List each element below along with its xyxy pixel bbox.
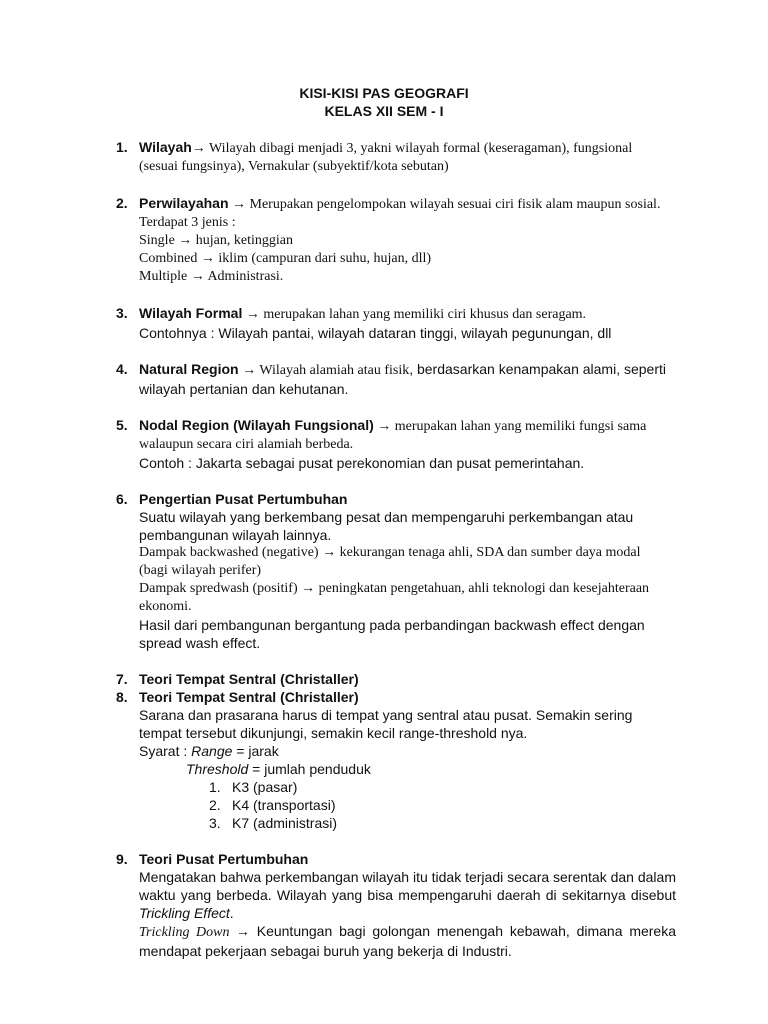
- list-item: 2. Perwilayahan → Merupakan pengelompokan wilayah sesuai ciri fisik alam maupun sosial. Terdapat 3 jenis : Single → hujan, ketinggian Combined → iklim (campuran dari suhu, hujan, dll) Multiple → Administrasi.: [116, 195, 661, 284]
- term: Teori Pusat Pertumbuhan: [139, 851, 309, 867]
- list-item: 3. Wilayah Formal → merupakan lahan yang memiliki ciri khusus dan seragam. Contohnya : Wilayah pantai, wilayah dataran tinggi, wilayah pegunungan, dll: [116, 305, 612, 341]
- list-item: 8. Teori Tempat Sentral (Christaller) Sarana dan prasarana harus di tempat yang sentral atau pusat. Semakin sering tempat tersebut dikunjungi, semakin kecil range-threshold nya. Syarat : Range = jarak Threshold = jumlah penduduk 1. K3 (pasar) 2. K4 (transportasi) 3. K7 (administrasi): [116, 688, 676, 832]
- list-item: 1. Wilayah→ Wilayah dibagi menjadi 3, yakni wilayah formal (keseragaman), fungsional (sesuai fungsinya), Vernakular (subyektif/kota sebutan): [116, 139, 633, 174]
- document-title: KISI-KISI PAS GEOGRAFI KELAS XII SEM - I: [299, 85, 469, 119]
- list-item: 5. Nodal Region (Wilayah Fungsional) → merupakan lahan yang memiliki fungsi sama walaupun secara ciri alamiah berbeda. Contoh : Jakarta sebagai pusat perekonomian dan pusat pemerintahan.: [116, 417, 647, 471]
- sub-list: [139, 778, 676, 832]
- sub-list-item: 1. K3 (pasar): [209, 779, 298, 795]
- term: Teori Tempat Sentral (Christaller): [139, 689, 359, 705]
- term: Wilayah: [139, 139, 192, 155]
- list-item: 9. Teori Pusat Pertumbuhan Mengatakan bahwa perkembangan wilayah itu tidak terjadi secara serentak dan dalam waktu yang berbeda. Wilayah yang bisa mempengaruhi daerah di sekitarnya disebut Trickling Effect. Trickling Down → Keuntungan bagi golongan menengah kebawah, dimana mereka mendapat pekerjaan sebagai buruh yang bekerja di Industri.: [116, 851, 677, 959]
- sub-list-item: 3. K7 (administrasi): [209, 815, 338, 831]
- list-item: 7. Teori Tempat Sentral (Christaller): [116, 670, 676, 688]
- list-item: 4. Natural Region → Wilayah alamiah atau fisik, berdasarkan kenampakan alami, seperti wilayah pertanian dan kehutanan.: [116, 361, 667, 397]
- term: Natural Region: [139, 361, 239, 377]
- term: Teori Tempat Sentral (Christaller): [139, 671, 359, 687]
- list-item: 6. Pengertian Pusat Pertumbuhan Suatu wilayah yang berkembang pesat dan mempengaruhi perkembangan atau pembangunan wilayah lainnya. Dampak backwashed (negative) → kekurangan tenaga ahli, SDA dan sumber daya modal (bagi wilayah perifer) Dampak spredwash (positif) → peningkatan pengetahuan, ahli teknologi dan kesejahteraan ekonomi. Hasil dari pembangunan bergantung pada perbandingan backwash effect dengan spread wash effect.: [116, 490, 676, 652]
- term: Nodal Region (Wilayah Fungsional): [139, 417, 374, 433]
- term: Perwilayahan: [139, 195, 229, 211]
- term: Pengertian Pusat Pertumbuhan: [139, 491, 348, 507]
- term: Wilayah Formal: [139, 305, 243, 321]
- sub-list-item: 2. K4 (transportasi): [209, 797, 336, 813]
